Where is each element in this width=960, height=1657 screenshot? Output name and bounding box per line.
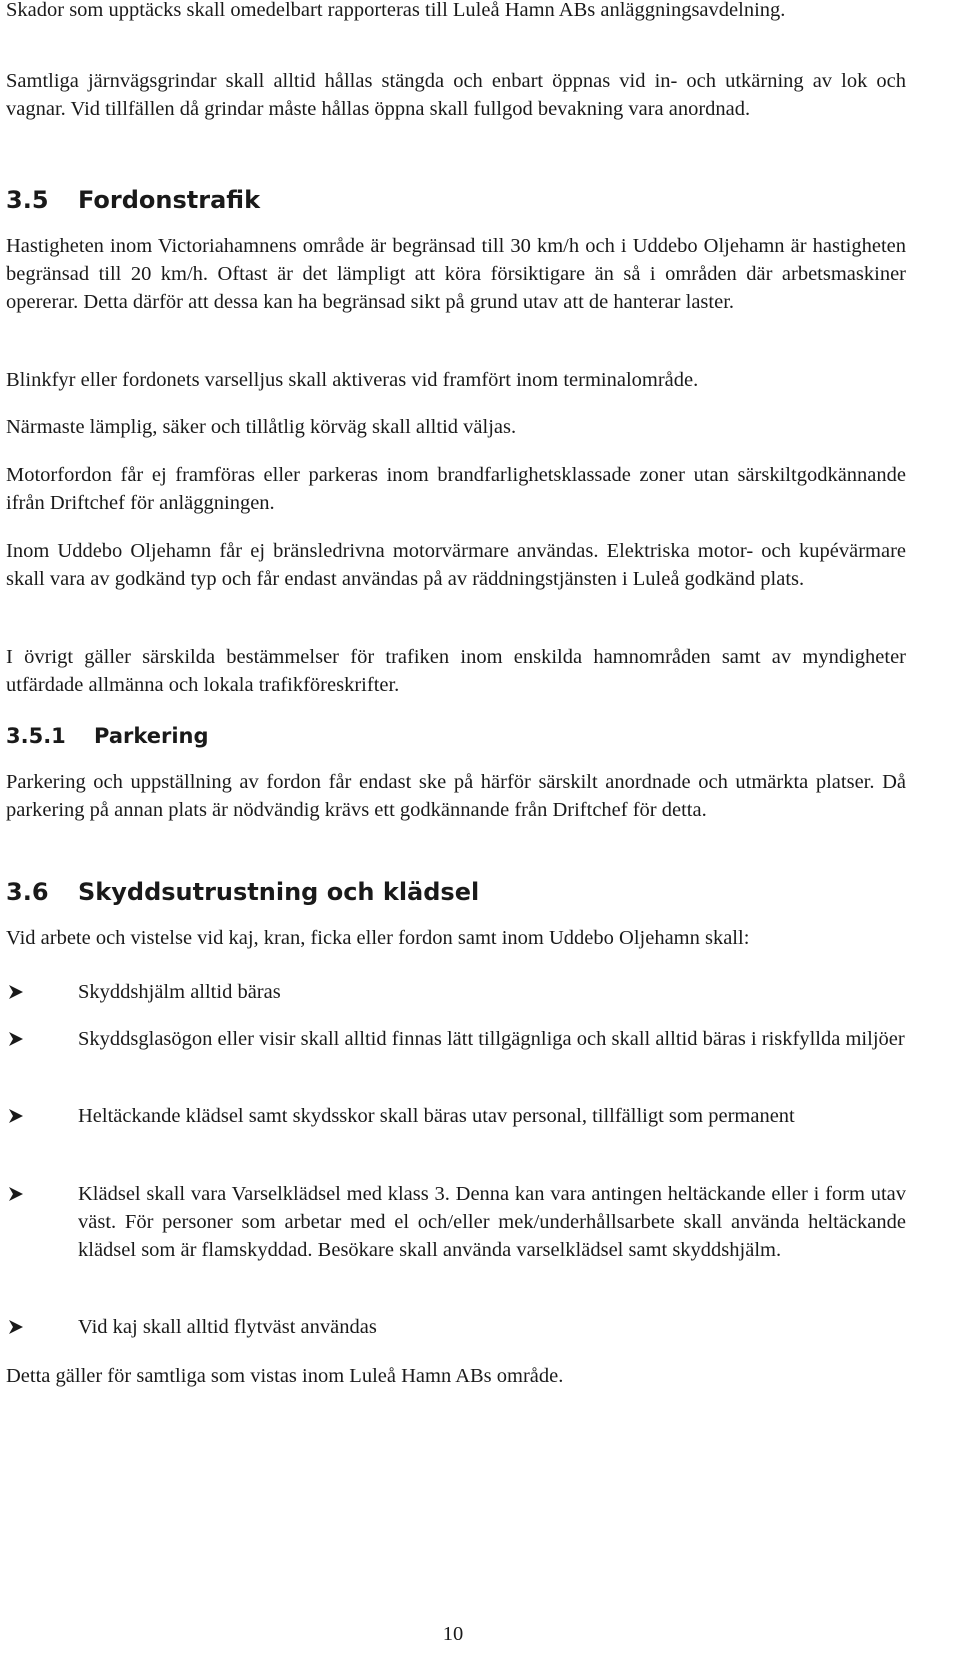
paragraph-heaters: Inom Uddebo Oljehamn får ej bränsledrivna motorvärmare användas. Elektriska motor- och kupévärmare skall vara av godkänd typ och får endast användas på av räddningstjänsten i Luleå godkänd plats. xyxy=(6,540,906,590)
paragraph-regulations: I övrigt gäller särskilda bestämmelser för trafiken inom enskilda hamnområden samt av myndigheter utfärdade allmänna och lokala trafikföreskrifter. xyxy=(6,646,906,696)
paragraph-beacon: Blinkfyr eller fordonets varselljus skall aktiveras vid framfört inom terminalområde. xyxy=(6,369,699,391)
paragraph-speed-limits: Hastigheten inom Victoriahamnens område är begränsad till 30 km/h och i Uddebo Oljehamn är hastigheten begränsad till 20 km/h. Oftast är det lämpligt att köra försiktigare än så i områden där arbetsmaskiner opererar. Detta därför att dessa kan ha begränsad sikt på grund utav att de hanterar laster. xyxy=(6,235,906,313)
section-title: Fordonstrafik xyxy=(78,186,261,214)
page-number: 10 xyxy=(442,1623,464,1645)
section-heading-3-6 xyxy=(6,877,906,907)
arrowhead-bullet-icon xyxy=(6,1313,78,1341)
section-heading-3-5 xyxy=(6,185,906,215)
paragraph-fire-zones: Motorfordon får ej framföras eller parkeras inom brandfarlighetsklassade zoner utan särskiltgodkännande ifrån Driftchef för anläggningen. xyxy=(6,464,906,514)
list-item: Vid kaj skall alltid flytväst användas xyxy=(6,1313,906,1341)
section-title: Parkering xyxy=(94,724,209,748)
section-number: 3.5 xyxy=(6,186,49,214)
section-title: Skyddsutrustning och klädsel xyxy=(78,878,480,906)
intro-paragraph-damage: Skador som upptäcks skall omedelbart rapporteras till Luleå Hamn ABs anläggningsavdelning. xyxy=(6,0,786,21)
list-item: Skyddshjälm alltid bäras xyxy=(6,978,906,1006)
paragraph-route: Närmaste lämplig, säker och tillåtlig körväg skall alltid väljas. xyxy=(6,416,517,438)
intro-paragraph-gates: Samtliga järnvägsgrindar skall alltid hållas stängda och enbart öppnas vid in- och utkärning av lok och vagnar. Vid tillfällen då grindar måste hållas öppna skall fullgod bevakning vara anordnad. xyxy=(6,70,906,120)
list-item: Klädsel skall vara Varselklädsel med klass 3. Denna kan vara antingen heltäckande eller i form utav väst. För personer som arbetar med el och/eller mek/underhållsarbete skall använda heltäckande klädsel som är flamskyddad. Besökare skall använda varselklädsel samt skyddshjälm. xyxy=(6,1180,906,1264)
section-number: 3.5.1 xyxy=(6,724,66,748)
paragraph-protective-intro: Vid arbete och vistelse vid kaj, kran, ficka eller fordon samt inom Uddebo Oljehamn skall: xyxy=(6,927,750,949)
arrowhead-bullet-icon xyxy=(6,978,78,1006)
section-number: 3.6 xyxy=(6,878,49,906)
arrowhead-bullet-icon xyxy=(6,1025,78,1053)
section-heading-3-5-1 xyxy=(6,722,906,750)
list-item: Heltäckande klädsel samt skydsskor skall bäras utav personal, tillfälligt som permanent xyxy=(6,1102,906,1130)
arrowhead-bullet-icon xyxy=(6,1180,78,1264)
arrowhead-bullet-icon xyxy=(6,1102,78,1130)
list-item: Skyddsglasögon eller visir skall alltid finnas lätt tillgägnliga och skall alltid bäras i riskfyllda miljöer xyxy=(6,1025,906,1053)
paragraph-parking: Parkering och uppställning av fordon får endast ske på härför särskilt anordnade och utmärkta platser. Då parkering på annan plats är nödvändig krävs ett godkännande från Driftchef för detta. xyxy=(6,771,906,821)
paragraph-closing: Detta gäller för samtliga som vistas inom Luleå Hamn ABs område. xyxy=(6,1365,564,1387)
